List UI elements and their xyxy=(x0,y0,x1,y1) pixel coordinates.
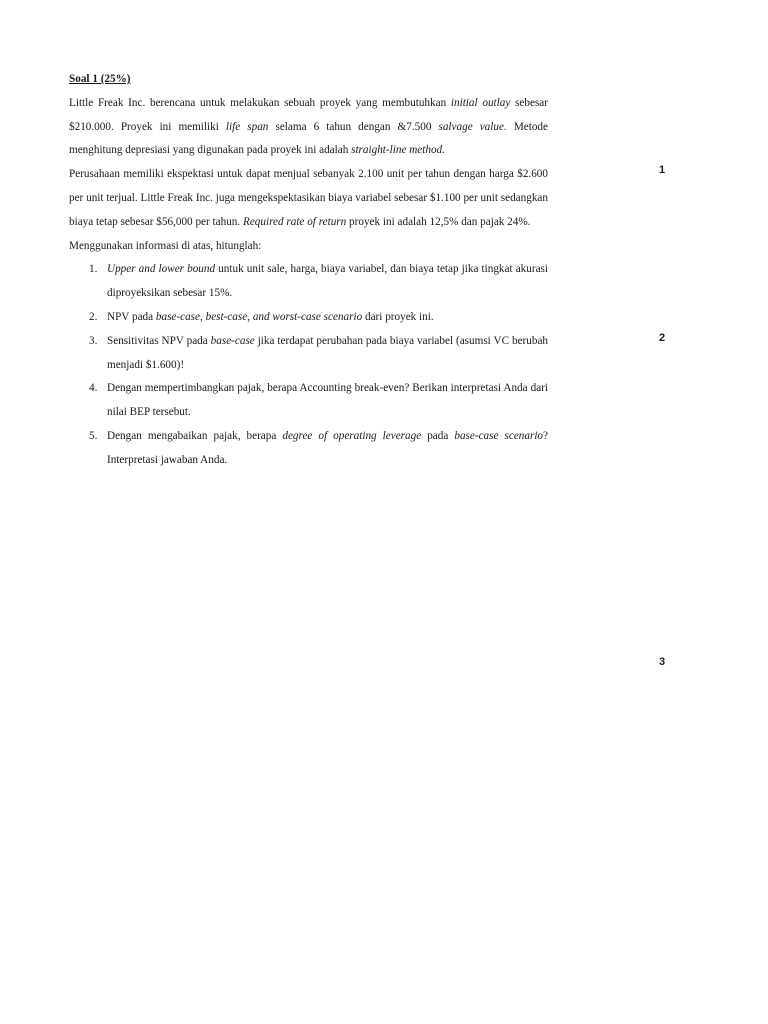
text-run: pada xyxy=(421,429,455,442)
question-item xyxy=(69,258,548,306)
text-run: Sensitivitas NPV pada xyxy=(107,334,211,347)
text-run: Dengan mempertimbangkan pajak, berapa Accounting break-even? Berikan interpretasi Anda dari nilai BEP tersebut. xyxy=(107,382,548,419)
text-run: NPV pada xyxy=(107,310,156,323)
italic-term: straight-line method. xyxy=(351,144,445,157)
text-run: Metode menghitung depresiasi yang digunakan pada proyek ini adalah xyxy=(69,120,548,157)
text-run: untuk unit sale, harga, biaya variabel, dan biaya tetap jika tingkat akurasi diproyeksikan sebesar 15%. xyxy=(107,263,548,300)
intro-paragraph-2 xyxy=(69,163,548,234)
question-item xyxy=(69,377,548,425)
italic-term: Required rate of return xyxy=(242,215,347,228)
text-run: ? Interpretasi jawaban Anda. xyxy=(107,429,548,466)
italic-term: life span xyxy=(225,120,269,133)
question-number: 4. xyxy=(89,382,98,395)
question-number: 5. xyxy=(89,429,98,442)
text-run: Dengan mengabaikan pajak, berapa xyxy=(107,429,283,442)
text-run: proyek ini adalah 12,5% dan pajak 24%. xyxy=(346,215,531,228)
question-text xyxy=(107,263,548,299)
question-text xyxy=(107,382,548,418)
italic-term: base-case, best-case, and worst-case scenario xyxy=(155,310,363,323)
question-number: 1. xyxy=(89,263,98,276)
italic-term: initial outlay xyxy=(450,96,511,109)
margin-number-3: 3 xyxy=(659,656,666,668)
italic-term: Upper and lower bound xyxy=(107,263,216,276)
text-run: sebesar $210.000. Proyek ini memiliki xyxy=(69,96,548,133)
question-text xyxy=(107,430,548,466)
question-item xyxy=(69,330,548,378)
question-item xyxy=(69,425,548,473)
question-item xyxy=(69,306,548,330)
margin-number-1: 1 xyxy=(659,164,666,176)
italic-term: salvage value. xyxy=(438,120,507,133)
question-text xyxy=(107,311,434,323)
italic-term: base-case xyxy=(210,334,255,347)
text-run: selama 6 tahun dengan &7.500 xyxy=(268,120,439,133)
instruction-line: Menggunakan informasi di atas, hitunglah: xyxy=(69,239,262,252)
text-run: jika terdapat perubahan pada biaya variabel (asumsi VC berubah menjadi $1.600)! xyxy=(107,334,549,371)
margin-number-2: 2 xyxy=(659,332,666,344)
question-heading: Soal 1 (25%) xyxy=(69,73,131,85)
question-block xyxy=(69,68,548,473)
text-run: Perusahaan memiliki ekspektasi untuk dapat menjual sebanyak 2.100 unit per tahun dengan harga $2.600 per unit terjual. Little Freak Inc. juga mengekspektasikan biaya variabel sebesar $1.100 per unit sedangkan biaya tetap sebesar $56,000 per tahun. xyxy=(69,168,548,228)
question-number: 3. xyxy=(89,334,98,347)
question-list xyxy=(69,258,548,472)
text-run: dari proyek ini. xyxy=(362,310,434,323)
question-text xyxy=(107,335,548,371)
question-number: 2. xyxy=(89,310,98,323)
italic-term: base-case scenario xyxy=(454,429,544,442)
text-run: Little Freak Inc. berencana untuk melakukan sebuah proyek yang membutuhkan xyxy=(69,96,451,109)
intro-paragraph-1 xyxy=(69,92,548,163)
italic-term: degree of operating leverage xyxy=(282,429,422,442)
